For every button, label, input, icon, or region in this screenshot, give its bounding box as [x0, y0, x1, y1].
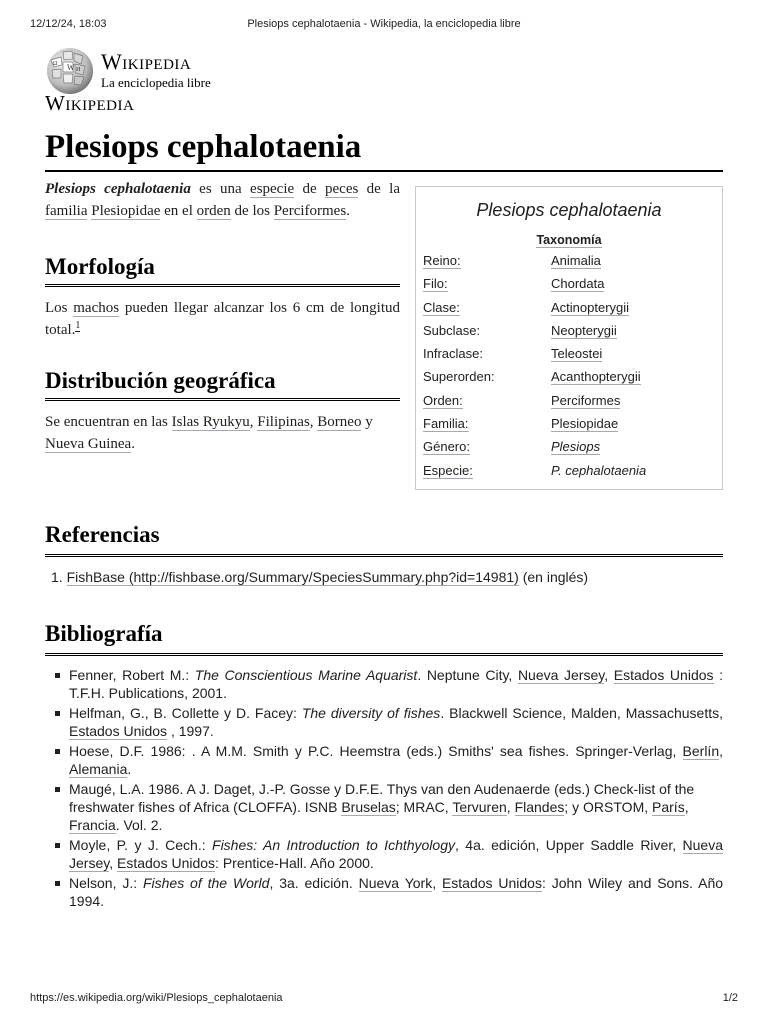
book-title: Fishes: An Introduction to Ichthyology: [212, 837, 455, 853]
infobox-row-reino: [416, 249, 722, 272]
infobox-label[interactable]: Clase:: [423, 299, 460, 315]
link-especie[interactable]: especie: [250, 181, 295, 197]
infobox-value[interactable]: Actinopterygii: [551, 299, 630, 315]
link-machos[interactable]: machos: [73, 300, 120, 316]
reference-1-link[interactable]: 1: [75, 320, 81, 331]
text: Fenner, Robert M.:: [69, 667, 195, 683]
text: , 4a. edición, Upper Saddle River,: [455, 837, 683, 853]
infobox-row-familia: [416, 412, 722, 435]
text: Los: [45, 300, 74, 316]
text: Moyle, P. y J. Cech.:: [69, 837, 213, 853]
intro-paragraph: [45, 178, 400, 222]
svg-text:И: И: [76, 67, 81, 73]
text: ,: [506, 799, 515, 815]
wordmark-tagline: La enciclopedia libre: [101, 75, 211, 90]
link-fishbase[interactable]: FishBase (http://fishbase.org/Summary/SpeciesSummary.php?id=14981): [66, 569, 519, 585]
list-item: [69, 874, 723, 910]
book-title: The diversity of fishes: [301, 705, 441, 721]
text: .: [127, 761, 132, 777]
print-page-number: 1/2: [722, 992, 738, 1004]
text: : Prentice-Hall. Año 2000.: [215, 855, 374, 871]
text: . Blackwell Science, Malden, Massachusetts,: [440, 705, 723, 721]
link-francia[interactable]: Francia: [69, 817, 116, 833]
text: Maugé, L.A. 1986. A J. Daget, J.-P. Gosse y D.F.E. Thys van den Audenaerde (eds.) Check-list of the freshwater fishes of Africa (CLOFFA). ISNB: [69, 781, 695, 815]
wordmark-text: Wikipedia: [101, 49, 192, 74]
list-item: [69, 742, 723, 778]
reference-item-1: [45, 569, 723, 585]
text: ,: [309, 414, 318, 430]
text: : John Wiley and Sons. Año 1994.: [69, 875, 724, 909]
section-bibliografia: [45, 621, 723, 912]
heading-bibliografia: Bibliografía: [45, 621, 723, 656]
text: , 1997.: [167, 723, 214, 739]
infobox-value[interactable]: Plesiopidae: [551, 416, 619, 432]
infobox-subtitle-text[interactable]: Taxonomía: [536, 233, 602, 247]
link-nueva-guinea[interactable]: Nueva Guinea: [45, 436, 132, 452]
infobox-subtitle: [416, 233, 722, 247]
link-islas-ryukyu[interactable]: Islas Ryukyu: [171, 414, 250, 430]
print-page-title: Plesiops cephalotaenia - Wikipedia, la enciclopedia libre: [247, 18, 521, 30]
link-borneo[interactable]: Borneo: [317, 414, 362, 430]
text: ; y ORSTOM,: [564, 799, 653, 815]
link-estados-unidos[interactable]: Estados Unidos: [613, 667, 714, 683]
text: de los: [230, 203, 274, 219]
infobox-label[interactable]: Reino:: [423, 253, 461, 268]
infobox-title: Plesiops cephalotaenia: [476, 200, 662, 220]
link-bruselas[interactable]: Bruselas: [341, 799, 396, 815]
text: ; MRAC,: [395, 799, 453, 815]
text: Helfman, G., B. Collette y D. Facey:: [69, 705, 302, 721]
intro-bold-name: Plesiops cephalotaenia: [45, 181, 191, 197]
link-nueva-jersey[interactable]: Nueva Jersey: [517, 667, 605, 683]
list-item: [69, 780, 723, 834]
morfologia-paragraph: [45, 297, 400, 341]
bibliography-list: [45, 666, 723, 910]
text: ,: [684, 799, 689, 815]
wikipedia-wordmark: [101, 51, 211, 91]
book-title: Fishes of the World: [142, 875, 270, 891]
link-estados-unidos[interactable]: Estados Unidos: [116, 855, 216, 871]
infobox-row-infraclase: [416, 342, 722, 365]
link-plesiopidae[interactable]: Plesiopidae: [91, 203, 161, 219]
infobox-label[interactable]: Género:: [423, 439, 470, 455]
text: pueden llegar alcanzar los 6 cm de longitud total.: [45, 300, 401, 338]
link-nueva-jersey[interactable]: Nueva Jersey: [69, 837, 723, 871]
text: . Vol. 2.: [115, 817, 163, 833]
infobox-value[interactable]: Acanthopterygii: [551, 369, 641, 385]
text: (en inglés): [518, 569, 589, 585]
infobox-value[interactable]: Neopterygii: [551, 322, 617, 338]
infobox-label[interactable]: Subclase:: [423, 322, 481, 338]
taxonomy-infobox: [415, 186, 723, 490]
link-tervuren[interactable]: Tervuren: [452, 799, 507, 815]
text: Hoese, D.F. 1986: . A M.M. Smith y P.C. Heemstra (eds.) Smiths' sea fishes. Springer-Verlag,: [69, 743, 683, 759]
infobox-label[interactable]: Superorden:: [423, 369, 495, 385]
list-item: [69, 704, 723, 740]
infobox-value: P. cephalotaenia: [551, 462, 647, 478]
text: y: [361, 414, 373, 430]
page-title: Plesiops cephalotaenia: [45, 129, 723, 172]
text: ,: [604, 667, 614, 683]
infobox-value[interactable]: Teleostei: [551, 346, 603, 362]
svg-text:W: W: [67, 63, 75, 72]
infobox-row-orden: [416, 389, 722, 412]
section-referencias: [45, 522, 723, 585]
text: es una: [190, 181, 251, 197]
text: ,: [432, 875, 442, 891]
text: en el: [160, 203, 197, 219]
link-paris[interactable]: París: [652, 799, 685, 815]
infobox-value[interactable]: Chordata: [551, 276, 605, 292]
text: de: [294, 181, 326, 197]
heading-referencias: Referencias: [45, 522, 723, 557]
infobox-label[interactable]: Filo:: [423, 276, 448, 292]
text: de la: [358, 181, 400, 197]
text: . Neptune City,: [417, 667, 518, 683]
infobox-value[interactable]: Animalia: [551, 253, 601, 268]
infobox-label[interactable]: Infraclase:: [423, 346, 483, 362]
infobox-label[interactable]: Especie:: [423, 462, 473, 478]
link-orden[interactable]: orden: [196, 203, 231, 219]
distribucion-paragraph: [45, 411, 400, 455]
article-body: [45, 178, 400, 455]
book-title: The Conscientious Marine Aquarist: [194, 667, 418, 683]
text: ,: [719, 743, 723, 759]
link-flandes[interactable]: Flandes: [514, 799, 565, 815]
heading-morfologia: Morfología: [45, 256, 400, 287]
link-berlin[interactable]: Berlín: [682, 743, 720, 759]
text: Nelson, J.:: [69, 875, 143, 891]
text: .: [346, 203, 350, 219]
infobox-row-genero: [416, 435, 722, 458]
text: : T.F.H. Publications, 2001.: [69, 667, 724, 701]
link-filipinas[interactable]: Filipinas: [257, 414, 310, 430]
infobox-value[interactable]: Plesiops: [551, 439, 601, 455]
link-familia[interactable]: familia: [45, 203, 88, 219]
text: , 3a. edición.: [269, 875, 359, 891]
link-nueva-york[interactable]: Nueva York: [358, 875, 433, 891]
link-estados-unidos[interactable]: Estados Unidos: [69, 723, 168, 739]
link-peces[interactable]: peces: [325, 181, 359, 197]
infobox-row-subclase: [416, 319, 722, 342]
print-datetime: 12/12/24, 18:03: [30, 18, 107, 30]
text: ,: [249, 414, 258, 430]
svg-text:Ω: Ω: [53, 61, 58, 67]
heading-distribucion: Distribución geográfica: [45, 370, 400, 401]
infobox-value[interactable]: Perciformes: [551, 392, 621, 408]
infobox-rows: [416, 249, 722, 482]
list-item: [69, 836, 723, 872]
link-alemania[interactable]: Alemania: [69, 761, 128, 777]
reference-number: 1.: [51, 569, 63, 585]
wikipedia-globe-icon: [45, 46, 95, 96]
print-url: https://es.wikipedia.org/wiki/Plesiops_cephalotaenia: [30, 992, 283, 1004]
text: ,: [109, 855, 117, 871]
infobox-row-superorden: [416, 365, 722, 388]
infobox-row-clase: [416, 296, 722, 319]
link-estados-unidos[interactable]: Estados Unidos: [441, 875, 542, 891]
wikipedia-logo[interactable]: [45, 46, 211, 96]
text: .: [131, 436, 135, 452]
link-perciformes[interactable]: Perciformes: [273, 203, 347, 219]
wikipedia-wordmark-secondary: Wikipedia: [45, 91, 135, 115]
text: Se encuentran en las: [45, 414, 172, 430]
print-footer: [30, 992, 738, 1004]
infobox-row-especie: [416, 459, 722, 482]
infobox-label[interactable]: Familia:: [423, 416, 469, 432]
list-item: [69, 666, 723, 702]
infobox-row-filo: [416, 272, 722, 295]
infobox-label[interactable]: Orden:: [423, 392, 463, 408]
